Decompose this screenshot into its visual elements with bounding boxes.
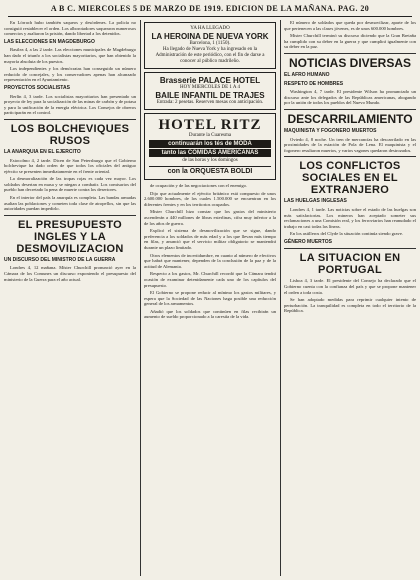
headline: NOTICIAS DIVERSAS — [288, 55, 411, 70]
ad-title: con la ORQUESTA BOLDI — [149, 166, 271, 176]
paragraph: Londres 4, 12 mañana. Míster Churchill pronunció ayer en la Cámara de los Comunes un discurso exponiendo el presupuesto del ministerio de la Guerra para el año actual. — [4, 265, 136, 282]
subheading: LAS HUELGAS INGLESAS — [284, 198, 347, 205]
headline: LOS BOLCHEVIQUES RUSOS — [10, 122, 130, 147]
paragraph: El número de soldados que queda por desmovilizar, aparte de los que pertenecen a las clases jóvenes, es de unos 600.000 hombres. — [284, 20, 416, 31]
subheading: UN DISCURSO DEL MINISTRO DE LA GUERRA — [4, 256, 116, 263]
subheading: PROYECTOS SOCIALISTAS — [4, 84, 70, 91]
divider — [284, 248, 416, 249]
paragraph: Mister Churchill terminó su discurso diciendo que la Gran Bretaña ha cumplido con su deber en la guerra y que cumplirá igualmente con su deber en la paz. — [284, 33, 416, 50]
paragraph: Basilea 4, a las 2 tarde. Las elecciones municipales de Magdeburgo han dado el triunfo a los socialistas mayoritarios, que han obtenido la mayoría absoluta de los puestos. — [4, 47, 136, 64]
subheading: LA ANARQUIA EN EL EJERCITO — [4, 148, 81, 155]
paragraph: Estocolmo 4, 2 tarde. Dicen de San Petersburgo que el Gobierno bolchevique ha dado orden de que todos los oficiales del antiguo ejército se presenten inmediatamente en el frente oriental. — [4, 157, 136, 174]
column-rule — [140, 20, 141, 576]
paragraph: El Gobierno se propone reducir al mínimo los gastos militares, y espera que la Sociedad de las Naciones haga posible una reducción general de los armamentos. — [144, 290, 276, 307]
headline: LA SITUACION EN PORTUGAL — [299, 252, 401, 277]
paragraph: Dijo que actualmente el ejército británico está compuesto de unos 2.600.000 hombres, de los cuales 1.500.000 se encuentran en los diferentes frentes y en los territorios ocupados. — [144, 190, 276, 207]
ad-line: Durante la Cuaresma — [188, 133, 232, 138]
subheading: RESPETO DE HOMBRES — [284, 80, 344, 87]
paragraph: de ocupación y de las negociaciones con el enemigo. — [150, 183, 248, 188]
divider — [284, 156, 416, 157]
paragraph: Explicó el sistema de desmovilización que se sigue, dando preferencia a los soldados de más edad y a los que llevan más tiempo en filas, y anunció que el servicio militar obligatorio se mantendrá durante un plazo limitado. — [144, 228, 276, 250]
headline: DESCARRILAMIENTO — [287, 111, 413, 126]
paragraph: Otros elementos de incertidumbre, en cuanto al número de efectivos que habrá que mantener, dependen de la conclusión de la paz y de la actitud de Alemania. — [144, 252, 276, 269]
paragraph: Mister Churchill hizo constar que los gastos del ministerio ascenderán a 440 millones de libras esterlinas, cifra muy inferior a la de los años de guerra. — [144, 209, 276, 226]
paragraph: La desmoralización de las tropas rojas es cada vez mayor. Los soldados desertan en masa y se niegan a combatir. Los comisarios del pueblo han decretado la pena de muerte contra los desertores. — [4, 176, 136, 193]
ad-title: LA HEROINA DE NUEVA YORK — [151, 32, 269, 41]
divider — [284, 109, 416, 110]
paragraph: Respecto a los gastos, Mr. Churchill recordó que la Cámara tendrá ocasión de examinar detenidamente cada uno de los capítulos del presupuesto. — [144, 271, 276, 288]
paragraph: Washington 4, 7 tarde. El presidente Wilson ha pronunciado un discurso ante los delegados de las Repúblicas americanas, abogando por la unión de todos los pueblos del Nuevo Mundo. — [284, 89, 416, 106]
headline: LOS CONFLICTOS SOCIALES EN EL EXTRANJERO — [299, 160, 401, 197]
paragraph: Lisboa 4, 3 tarde. El presidente del Consejo ha declarado que el Gobierno cuenta con la confianza del país y que se propone mantener el orden a toda costa. — [284, 278, 416, 295]
ad-line: HOY MIERCOLES DE 1 A 4 — [180, 85, 240, 90]
ad-title: Brasserie PALACE HOTEL — [159, 76, 261, 85]
ad-banner: continuarán los tés de MODA — [149, 140, 271, 148]
advertisement-palace — [144, 72, 276, 110]
divider — [4, 119, 136, 120]
paragraph: En Lörrach hubo también saqueos y desórdenes. La policía no consiguió restablecer el orden. Los alborotadores saquearon numerosos comercios y asaltaron la prisión, dando libertad a los detenidos. — [4, 20, 136, 37]
column-1 — [4, 20, 136, 576]
headline: EL PRESUPUESTO INGLES Y LA DESMOVILIZACION — [16, 218, 124, 255]
column-2 — [144, 20, 276, 576]
paragraph: Añadió que los soldados que continúen en filas recibirán un aumento de sueldo proporcionado a la carestía de la vida. — [144, 308, 276, 320]
column-3 — [284, 20, 416, 576]
subheading: MAQUINISTA Y FOGONERO MUERTOS — [284, 127, 377, 134]
paragraph: En los astilleros del Clyde la situación continúa siendo grave. — [290, 231, 404, 237]
divider — [4, 215, 136, 216]
subheading: EL AFRO HUMANO — [284, 71, 330, 78]
ad-line: YA HA LLEGADO — [190, 26, 230, 31]
ad-line: Barcelona, 1 (1150). — [189, 41, 231, 46]
advertisement-ritz — [144, 113, 276, 180]
paragraph: Berlín 4, 3 tarde. Los socialistas mayoritarios han presentado un proyecto de ley para la socialización de las minas de carbón y de potasa y para la unificación de la energía eléctrica. Los Consejos de obreros participarán en el control. — [4, 93, 136, 116]
ad-line: de las horas y los domingos — [182, 158, 238, 163]
paragraph: Se han adoptado medidas para reprimir cualquier intento de perturbación. La tranquilidad es completa en todo el territorio de la República. — [284, 297, 416, 314]
column-rule — [280, 20, 281, 576]
page-header: A B C. MIERCOLES 5 DE MARZO DE 1919. EDICION DE LA MAÑANA. PAG. 20 — [8, 2, 412, 17]
paragraph: En el interior del país la anarquía es completa. Las bandas armadas asaltan las poblaciones y cometen toda clase de atropellos, sin que las autoridades puedan impedirlo. — [4, 195, 136, 212]
paragraph: Londres 4, 1 tarde. Las noticias sobre el estado de las huelgas son más satisfactorias. Los mineros han aceptado someter sus reclamaciones a una Comisión real, y los ferroviarios han reanudado el trabajo en casi todas las líneas. — [284, 206, 416, 229]
ad-title: HOTEL RITZ — [158, 117, 262, 133]
subheading: LAS ELECCIONES EN MAGDEBURGO — [4, 38, 95, 45]
advertisement-heroina — [144, 22, 276, 69]
ad-banner: tanto las COMIDAS AMERICANAS — [149, 149, 271, 157]
ad-line: Ha llegado de Nueva York y ha ingresado en la Administración de este periódico, con el fin de darse a conocer al público madrileño. — [155, 47, 265, 64]
paragraph: Oviedo 4, 8 noche. Un tren de mercancías ha descarrilado en las proximidades de la estación de Pola de Lena. El maquinista y el fogonero resultaron muertos, y varios vagones quedaron destrozados. — [284, 136, 416, 153]
ad-title: BAILE INFANTIL DE TRAJES — [155, 91, 265, 100]
divider — [284, 53, 416, 54]
paragraph: Los independientes y los demócratas han conseguido un número reducido de concejales, y los conservadores apenas han alcanzado representación en el Ayuntamiento. — [4, 66, 136, 83]
ad-line: Entrada: 2 pesetas. Reserven mesas con anticipación. — [156, 100, 264, 105]
subheading: GÉNERO MUERTOS — [284, 238, 332, 245]
